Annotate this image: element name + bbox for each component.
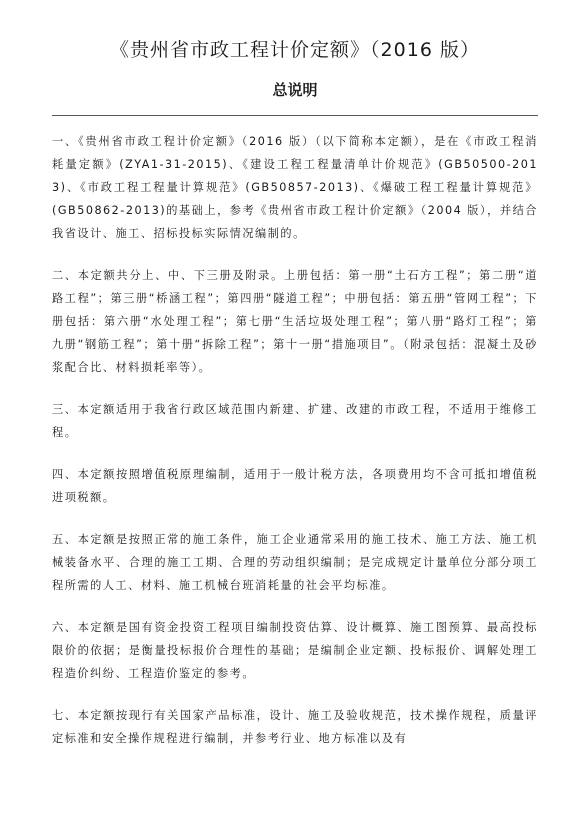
paragraph-5: 五、本定额是按照正常的施工条件，施工企业通常采用的施工技术、施工方法、施工机械装备水平、合理的施工工期、合理的劳动组织编制；是完成规定计量单位分部分项工程所需的人工、材料、施工机械台班消耗量的社会平均标准。 [52,533,538,592]
paragraph-7: 七、本定额按现行有关国家产品标准，设计、施工及验收规范，技术操作规程，质量评定标准和安全操作规程进行编制，并参考行业、地方标准以及有 [52,709,538,745]
paragraph-1: 一、《贵州省市政工程计价定额》（2016 版）（以下简称本定额），是在《市政工程消耗量定额》(ZYA1-31-2015)、《建设工程工程量清单计价规范》(GB50500-2013)、《市政工程工程量计算规范》(GB50857-2013)、《爆破工程工程量计算规范》(GB50862-2013)的基础上，参考《贵州省市政工程计价定额》（2004 版），并结合我省设计、施工、招标投标实际情况编制的。 [52,135,538,240]
paragraph-2: 二、本定额共分上、中、下三册及附录。上册包括：第一册“土石方工程”；第二册“道路工程”；第三册“桥涵工程”；第四册“隧道工程”；中册包括：第五册“管网工程”；下册包括：第六册“水处理工程”；第七册“生活垃圾处理工程”；第八册“路灯工程”；第九册“钢筋工程”；第十册“拆除工程”；第十一册“措施项目”。（附录包括：混凝土及砂浆配合比、材料损耗率等）。 [52,269,538,374]
title-divider [52,115,538,116]
section-title: 总说明 [272,81,318,99]
paragraph-4: 四、本定额按照增值税原理编制，适用于一般计税方法，各项费用均不含可抵扣增值税进项税额。 [52,468,538,504]
paragraph-6: 六、本定额是国有资金投资工程项目编制投资估算、设计概算、施工图预算、最高投标限价的依据；是衡量投标报价合理性的基础；是编制企业定额、投标报价、调解处理工程造价纠纷、工程造价鉴定的参考。 [52,621,538,680]
paragraph-3: 三、本定额适用于我省行政区域范围内新建、扩建、改建的市政工程，不适用于维修工程。 [52,403,538,439]
document-title: 《贵州省市政工程计价定额》（2016 版） [110,39,480,61]
